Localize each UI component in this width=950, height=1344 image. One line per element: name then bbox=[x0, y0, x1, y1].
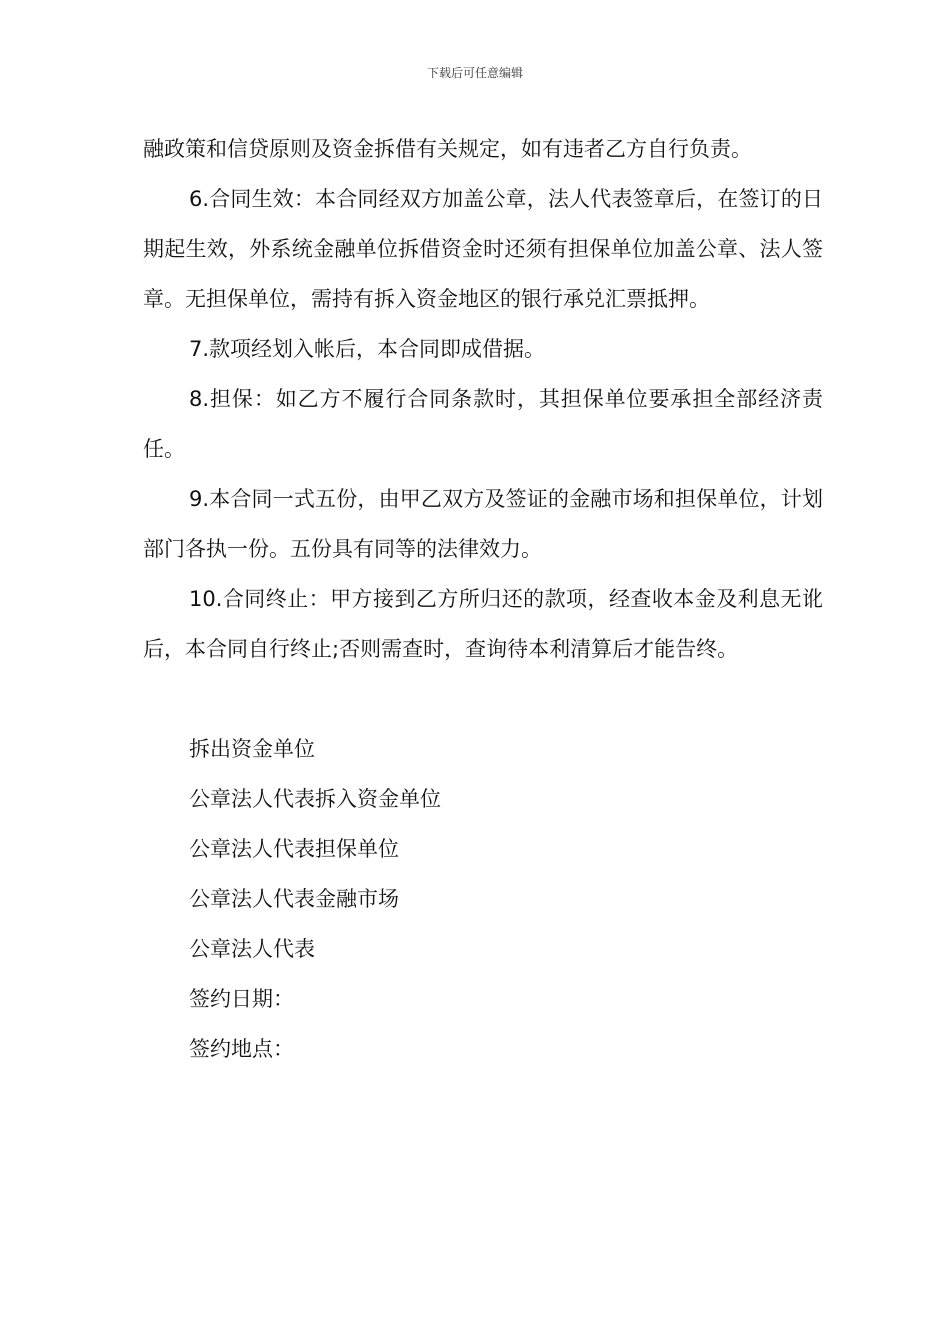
signature-line-representative: 公章法人代表 bbox=[189, 937, 315, 961]
spacer bbox=[143, 674, 823, 724]
paragraph-clause-10: 10.合同终止：甲方接到乙方所归还的款项，经查收本金及利息无讹后，本合同自行终止;否则需查时，查询待本利清算后才能告终。 bbox=[143, 587, 823, 661]
paragraph-clause-8: 8.担保：如乙方不履行合同条款时，其担保单位要承担全部经济责任。 bbox=[143, 387, 823, 461]
contract-body bbox=[143, 124, 823, 1074]
paragraph-continuation: 融政策和信贷原则及资金拆借有关规定，如有违者乙方自行负责。 bbox=[143, 137, 752, 161]
page-header: 下载后可任意编辑 bbox=[426, 66, 523, 80]
signature-line-guarantor: 公章法人代表担保单位 bbox=[189, 837, 399, 861]
paragraph-clause-6: 6.合同生效：本合同经双方加盖公章，法人代表签章后，在签订的日期起生效，外系统金融单位拆借资金时还须有担保单位加盖公章、法人签章。无担保单位，需持有拆入资金地区的银行承兑汇票抵押。 bbox=[143, 187, 823, 311]
signing-date: 签约日期： bbox=[189, 987, 294, 1011]
paragraph-clause-7: 7.款项经划入帐后，本合同即成借据。 bbox=[189, 337, 546, 361]
signature-line-borrower: 公章法人代表拆入资金单位 bbox=[189, 787, 441, 811]
paragraph-clause-9: 9.本合同一式五份，由甲乙双方及签证的金融市场和担保单位，计划部门各执一份。五份具有同等的法律效力。 bbox=[143, 487, 823, 561]
signature-line-market: 公章法人代表金融市场 bbox=[189, 887, 399, 911]
signing-place: 签约地点： bbox=[189, 1037, 294, 1061]
signature-line-lender: 拆出资金单位 bbox=[189, 737, 315, 761]
